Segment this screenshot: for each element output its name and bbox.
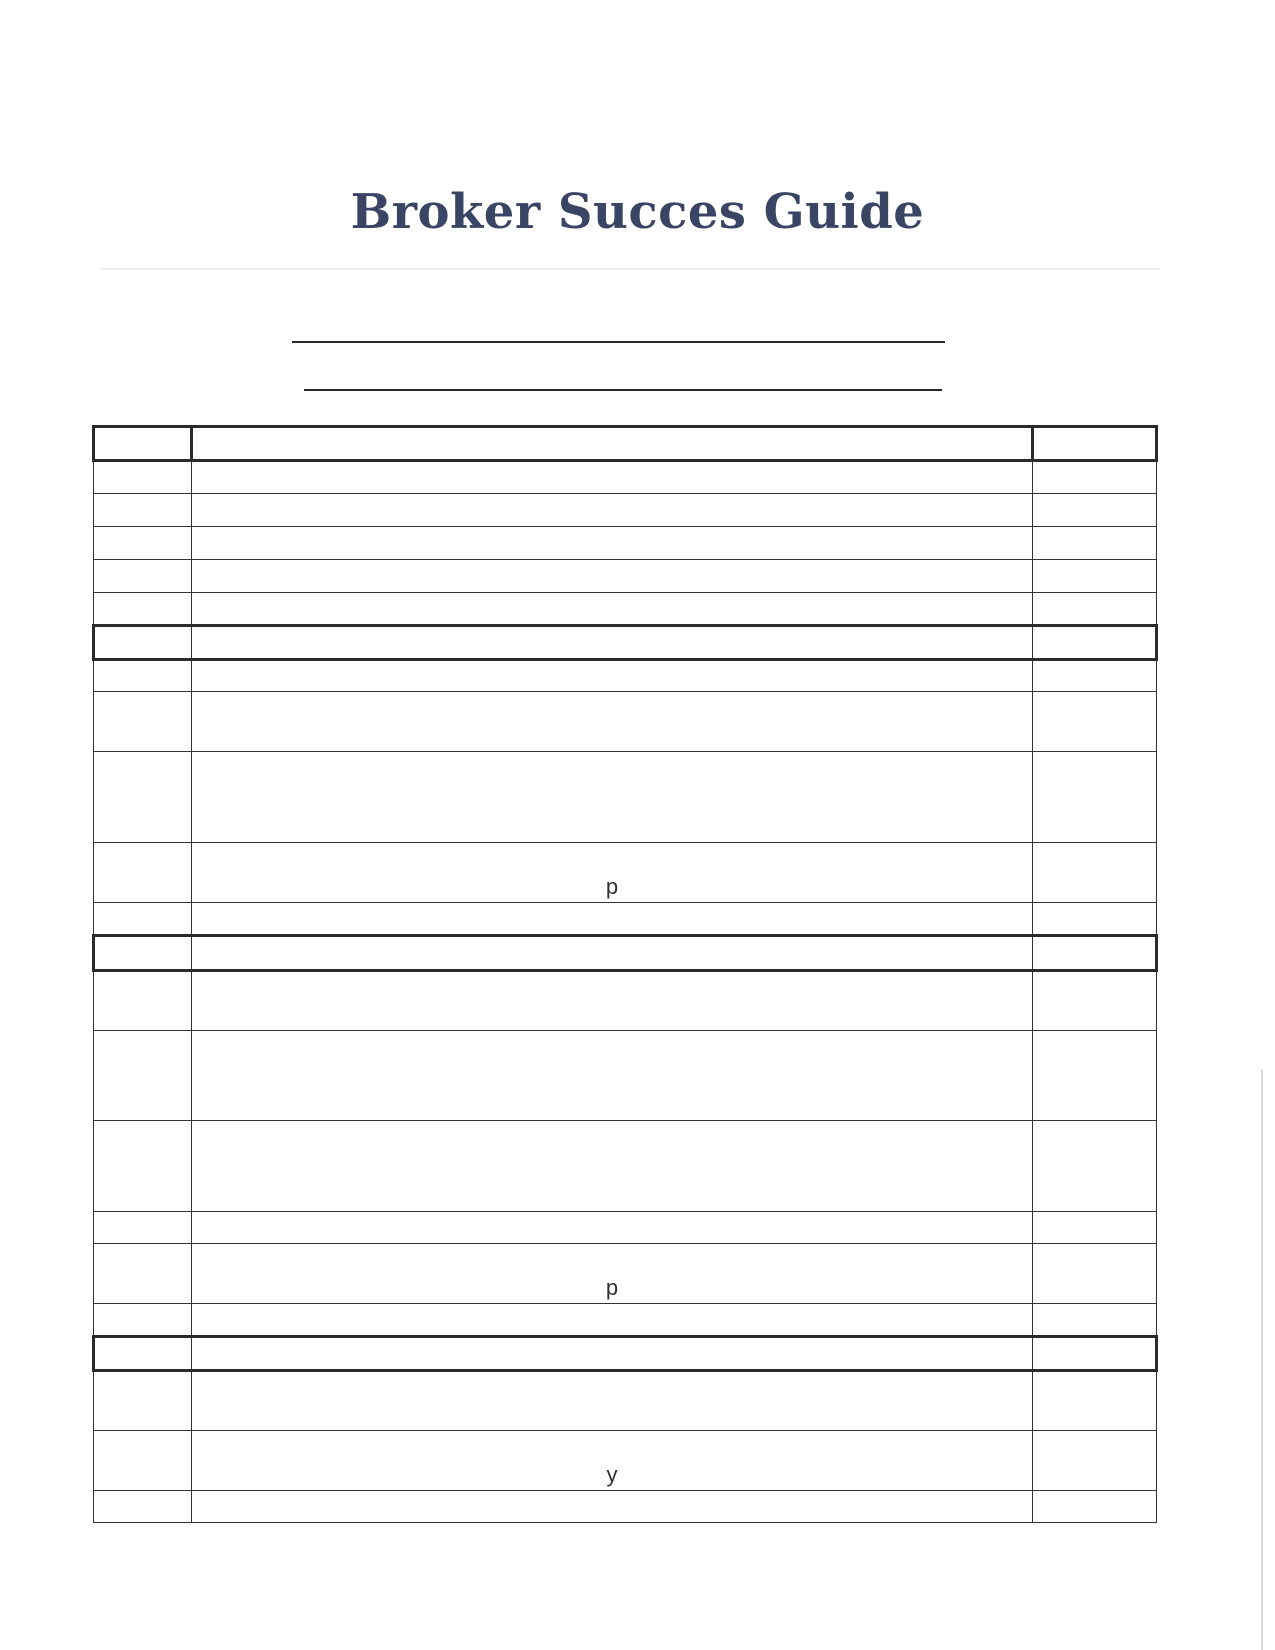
number-cell xyxy=(94,660,192,692)
table-row xyxy=(94,903,1157,936)
header-field-line-2[interactable] xyxy=(304,389,942,391)
check-cell[interactable] xyxy=(1033,752,1157,843)
description-cell xyxy=(192,843,1033,903)
number-cell xyxy=(94,903,192,936)
number-cell xyxy=(94,971,192,1031)
check-cell[interactable] xyxy=(1033,1121,1157,1212)
table-row xyxy=(94,1244,1157,1304)
table-row xyxy=(94,527,1157,560)
table-row xyxy=(94,1431,1157,1491)
text-fragment: p xyxy=(605,874,619,899)
description-cell xyxy=(192,593,1033,626)
checklist-body xyxy=(94,427,1157,1523)
description-cell xyxy=(192,1031,1033,1121)
number-cell xyxy=(94,1431,192,1491)
description-cell xyxy=(192,1371,1033,1431)
document-title: Broker Succes Guide xyxy=(350,184,925,240)
description-cell xyxy=(192,560,1033,593)
check-cell[interactable] xyxy=(1033,1212,1157,1244)
header-field-line-1[interactable] xyxy=(292,341,945,343)
number-cell xyxy=(94,1304,192,1337)
number-cell xyxy=(94,593,192,626)
description-cell xyxy=(192,1244,1033,1304)
check-cell[interactable] xyxy=(1033,1491,1157,1523)
table-row xyxy=(94,593,1157,626)
description-cell xyxy=(192,427,1033,461)
description-cell xyxy=(192,1337,1033,1371)
check-cell[interactable] xyxy=(1033,1304,1157,1337)
table-row xyxy=(94,1371,1157,1431)
table-row xyxy=(94,843,1157,903)
number-cell xyxy=(94,427,192,461)
number-cell xyxy=(94,752,192,843)
description-cell xyxy=(192,660,1033,692)
text-fragment: p xyxy=(605,1275,619,1300)
section-row xyxy=(94,626,1157,660)
table-row xyxy=(94,1304,1157,1337)
scan-edge-mark xyxy=(1261,1070,1263,1650)
description-cell xyxy=(192,1304,1033,1337)
number-cell xyxy=(94,936,192,971)
number-cell xyxy=(94,843,192,903)
description-cell xyxy=(192,1121,1033,1212)
table-row xyxy=(94,1491,1157,1523)
check-cell[interactable] xyxy=(1033,903,1157,936)
description-cell xyxy=(192,494,1033,527)
table-row xyxy=(94,461,1157,494)
description-cell xyxy=(192,1212,1033,1244)
number-cell xyxy=(94,494,192,527)
description-cell xyxy=(192,971,1033,1031)
table-row xyxy=(94,1121,1157,1212)
check-cell[interactable] xyxy=(1033,461,1157,494)
check-cell[interactable] xyxy=(1033,1371,1157,1431)
number-cell xyxy=(94,560,192,593)
number-cell xyxy=(94,1031,192,1121)
number-cell xyxy=(94,461,192,494)
check-cell[interactable] xyxy=(1033,936,1157,971)
check-cell[interactable] xyxy=(1033,660,1157,692)
number-cell xyxy=(94,1244,192,1304)
check-cell[interactable] xyxy=(1033,1431,1157,1491)
number-cell xyxy=(94,1371,192,1431)
number-cell xyxy=(94,1337,192,1371)
table-row xyxy=(94,1212,1157,1244)
check-cell[interactable] xyxy=(1033,593,1157,626)
description-cell xyxy=(192,752,1033,843)
section-row xyxy=(94,936,1157,971)
number-cell xyxy=(94,1491,192,1523)
description-cell xyxy=(192,692,1033,752)
table-row xyxy=(94,971,1157,1031)
number-cell xyxy=(94,692,192,752)
description-cell xyxy=(192,461,1033,494)
description-cell xyxy=(192,1431,1033,1491)
table-row xyxy=(94,692,1157,752)
check-cell[interactable] xyxy=(1033,692,1157,752)
check-cell[interactable] xyxy=(1033,494,1157,527)
table-row xyxy=(94,752,1157,843)
table-row xyxy=(94,1031,1157,1121)
check-cell[interactable] xyxy=(1033,527,1157,560)
description-cell xyxy=(192,527,1033,560)
table-row xyxy=(94,494,1157,527)
check-cell[interactable] xyxy=(1033,1244,1157,1304)
table-row xyxy=(94,560,1157,593)
check-cell[interactable] xyxy=(1033,971,1157,1031)
section-row xyxy=(94,1337,1157,1371)
check-cell[interactable] xyxy=(1033,560,1157,593)
number-cell xyxy=(94,1212,192,1244)
check-cell[interactable] xyxy=(1033,626,1157,660)
check-cell[interactable] xyxy=(1033,427,1157,461)
number-cell xyxy=(94,527,192,560)
title-divider xyxy=(100,268,1160,270)
header-row xyxy=(94,427,1157,461)
description-cell xyxy=(192,936,1033,971)
description-cell xyxy=(192,626,1033,660)
check-cell[interactable] xyxy=(1033,1337,1157,1371)
check-cell[interactable] xyxy=(1033,843,1157,903)
check-cell[interactable] xyxy=(1033,1031,1157,1121)
checklist-table xyxy=(92,425,1158,1523)
number-cell xyxy=(94,626,192,660)
description-cell xyxy=(192,903,1033,936)
table-row xyxy=(94,660,1157,692)
description-cell xyxy=(192,1491,1033,1523)
text-fragment: y xyxy=(606,1462,618,1487)
number-cell xyxy=(94,1121,192,1212)
